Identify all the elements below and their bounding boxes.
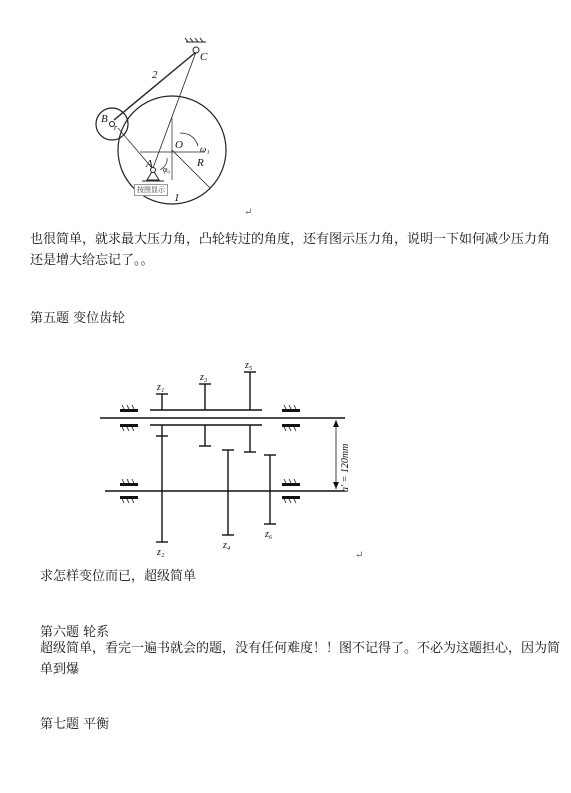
paragraph-gear-train-line-1: 超级简单，看完一遍书就会的题，没有任何难度！！图不记得了。不必为这题担心，因为简 [40, 641, 561, 656]
label-o: O [175, 139, 183, 151]
label-z3: z₃ [200, 372, 208, 383]
paragraph-gear-train-line-2: 单到爆 [40, 662, 80, 677]
heading-question-6: 第六题 轮系 [40, 625, 110, 640]
label-big-r: R [197, 157, 204, 169]
label-phi: φ₀ [163, 165, 171, 174]
return-mark-1: ↵ [244, 207, 253, 218]
label-z6: z₆ [265, 529, 273, 540]
label-c: C [200, 51, 208, 63]
label-b: B [101, 113, 108, 125]
return-mark-2: ↵ [355, 550, 364, 561]
label-link-2: 2 [152, 69, 158, 81]
heading-question-5: 第五题 变位齿轮 [30, 311, 126, 326]
paragraph-cam [30, 229, 550, 271]
label-z2: z₂ [157, 547, 165, 558]
label-r: r [114, 123, 118, 132]
label-z1: z₁ [157, 382, 165, 393]
paragraph-gear: 求怎样变位而已，超级简单 [40, 569, 197, 584]
paragraph-cam-line-1: 也很简单，就求最大压力角，凸轮转过的角度，还有图示压力角，说明一下如何减少压力角 [30, 232, 551, 247]
stamp-label: 按图显示 [134, 184, 168, 196]
cam-mechanism-figure [80, 30, 260, 215]
label-center-distance: a′ = 120mm [340, 443, 351, 492]
paragraph-gear-train [40, 638, 560, 680]
label-z5: z₅ [245, 360, 253, 371]
label-z4: z₄ [223, 540, 231, 551]
gear-train-figure [90, 360, 370, 560]
label-part-1: 1 [174, 192, 180, 204]
paragraph-cam-line-2: 还是增大给忘记了。。 [30, 253, 154, 268]
label-omega: ω₁ [200, 144, 210, 154]
heading-question-7: 第七题 平衡 [40, 717, 110, 732]
label-a: A [146, 158, 153, 170]
